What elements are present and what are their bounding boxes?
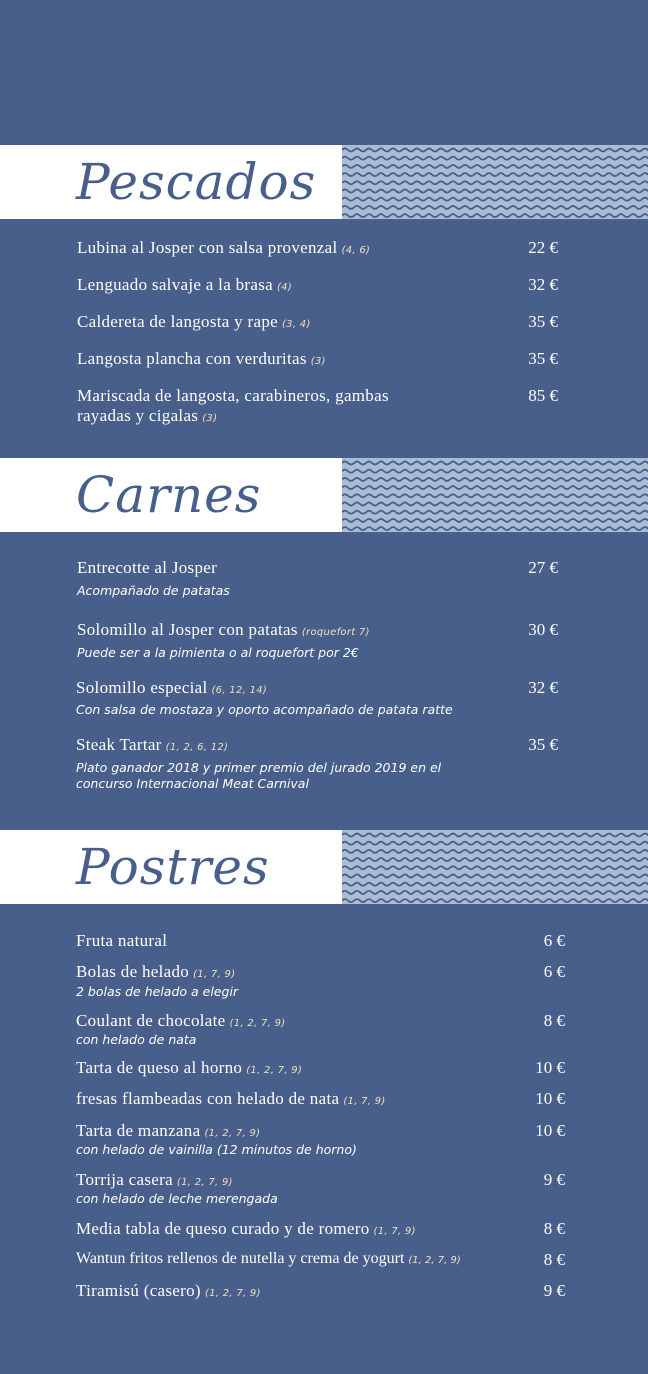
section-title: Postres [76,838,270,896]
allergen-codes: (1, 7, 9) [343,1096,386,1107]
item-name: Solomillo al Josper con patatas (roquefort 7) [77,620,370,639]
item-description: 2 bolas de helado a elegir [76,984,239,999]
section-header-carnes [0,458,648,532]
item-name: Tiramisú (casero) (1, 2, 7, 9) [76,1281,261,1300]
allergen-codes: (roquefort 7) [301,627,370,638]
item-description: Puede ser a la pimienta o al roquefort por 2€ [77,645,359,660]
item-price: 30 € [528,620,558,639]
item-price: 32 € [528,678,558,697]
section-title: Pescados [76,153,317,211]
allergen-codes: (1, 7, 9) [373,1226,416,1237]
section-title: Carnes [76,466,262,524]
item-price: 85 € [528,386,558,405]
item-price: 10 € [535,1058,565,1077]
item-name: Fruta natural [76,931,168,950]
wave-pattern-icon [342,458,648,532]
allergen-codes: (4, 6) [341,245,371,256]
item-price: 8 € [543,1250,565,1269]
section-header-postres [0,830,648,904]
item-price: 10 € [535,1089,565,1108]
item-name: Bolas de helado (1, 7, 9) [76,962,236,981]
item-name: Caldereta de langosta y rape (3, 4) [77,312,311,331]
item-name: Entrecotte al Josper [77,558,218,577]
item-price: 10 € [535,1121,565,1140]
wave-pattern-icon [342,830,648,904]
item-price: 35 € [528,349,558,368]
item-price: 35 € [528,735,558,754]
item-price: 6 € [543,962,565,981]
item-price: 6 € [543,931,565,950]
item-price: 9 € [543,1170,565,1189]
item-name: Langosta plancha con verduritas (3) [77,349,326,368]
item-description: con helado de vainilla (12 minutos de horno) [76,1142,357,1157]
item-description: con helado de nata [76,1032,197,1047]
item-price: 8 € [543,1011,565,1030]
item-description: Con salsa de mostaza y oporto acompañado de patata ratte [76,702,453,717]
item-name: Media tabla de queso curado y de romero (1, 7, 9) [76,1219,416,1238]
allergen-codes: (3) [310,356,326,367]
item-description: Plato ganador 2018 y primer premio del jurado 2019 en el concurso Internacional Meat Carnival [76,760,442,791]
allergen-codes: (3, 4) [281,319,311,330]
allergen-codes: (1, 2, 7, 9) [204,1128,261,1139]
item-name: Torrija casera (1, 2, 7, 9) [76,1170,233,1189]
section-header-pescados [0,145,648,219]
item-price: 27 € [528,558,558,577]
item-name: Lubina al Josper con salsa provenzal (4, 6) [77,238,371,257]
item-price: 35 € [528,312,558,331]
allergen-codes: (1, 7, 9) [193,969,236,980]
allergen-codes: (1, 2, 7, 9) [408,1255,461,1266]
item-name: fresas flambeadas con helado de nata (1, 7, 9) [76,1089,386,1108]
wave-pattern-icon [342,145,648,219]
item-name: Tarta de manzana (1, 2, 7, 9) [76,1121,261,1140]
allergen-codes: (4) [276,282,293,293]
item-name: Lenguado salvaje a la brasa (4) [77,275,293,294]
item-price: 9 € [543,1281,565,1300]
allergen-codes: (1, 2, 7, 9) [246,1065,303,1076]
allergen-codes: (3) [202,413,218,424]
allergen-codes: (1, 2, 7, 9) [176,1177,233,1188]
item-name: Tarta de queso al horno (1, 2, 7, 9) [76,1058,303,1077]
item-name: Mariscada de langosta, carabineros, gambas rayadas y cigalas (3) [77,386,389,425]
item-name: Steak Tartar (1, 2, 6, 12) [76,735,229,754]
item-name: Coulant de chocolate (1, 2, 7, 9) [76,1011,286,1030]
allergen-codes: (1, 2, 6, 12) [165,742,229,753]
item-price: 32 € [528,275,558,294]
item-price: 8 € [543,1219,565,1238]
item-name: Solomillo especial (6, 12, 14) [76,678,268,697]
item-description: Acompañado de patatas [77,583,230,598]
allergen-codes: (1, 2, 7, 9) [204,1288,261,1299]
allergen-codes: (6, 12, 14) [211,685,268,696]
item-name: Wantun fritos rellenos de nutella y crema de yogurt (1, 2, 7, 9) [76,1250,461,1267]
item-description: con helado de leche merengada [76,1191,278,1206]
allergen-codes: (1, 2, 7, 9) [229,1018,286,1029]
item-price: 22 € [528,238,558,257]
